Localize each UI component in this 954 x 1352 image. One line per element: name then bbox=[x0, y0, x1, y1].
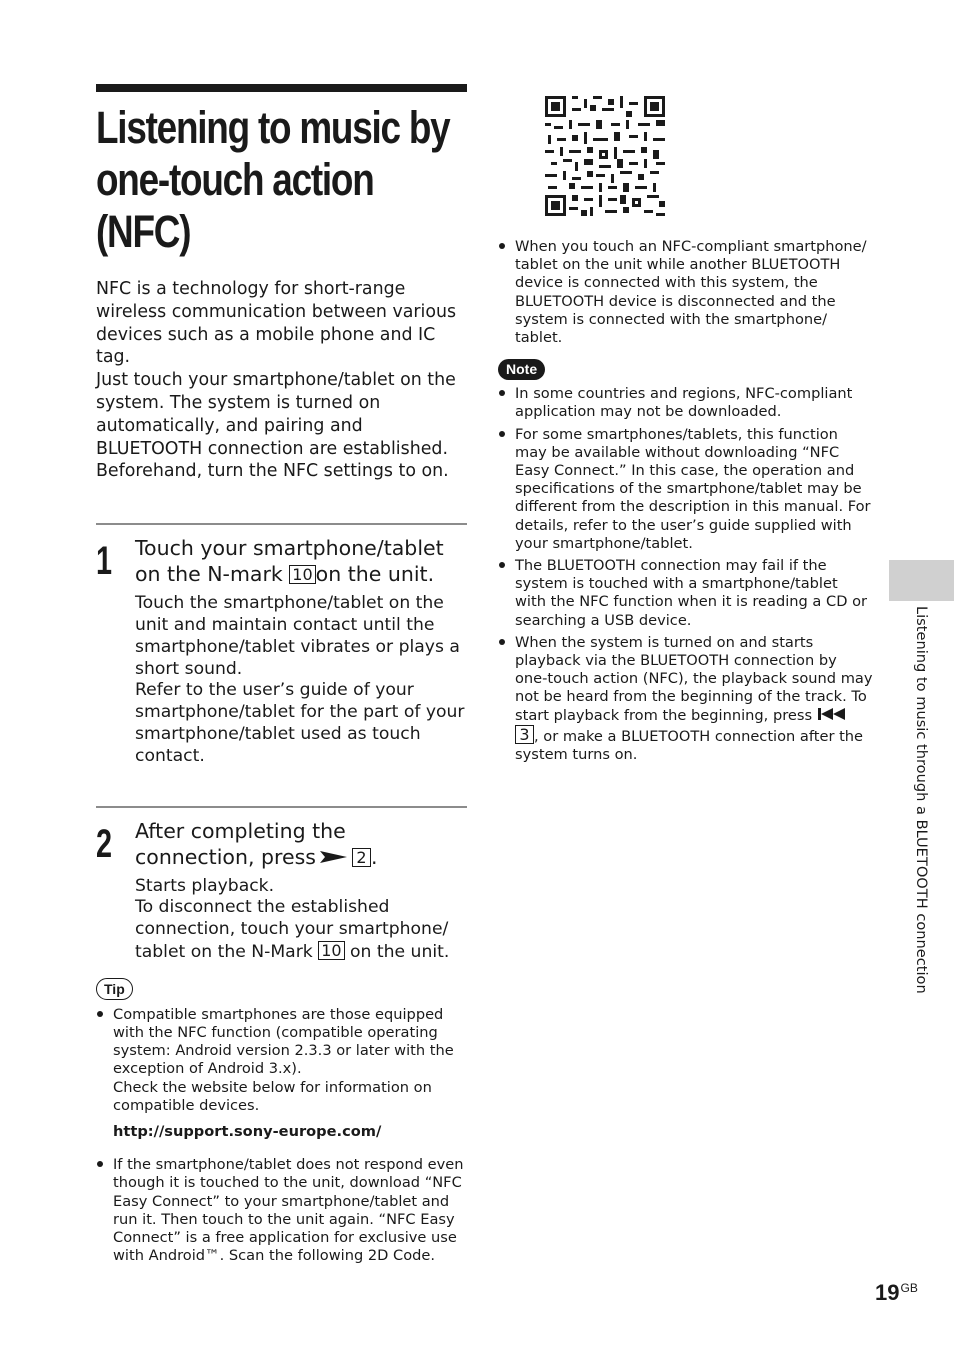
step-body-text: on the unit. bbox=[344, 941, 450, 962]
intro-paragraph: Beforehand, turn the NFC settings to on. bbox=[96, 461, 449, 482]
note-badge: Note bbox=[498, 359, 545, 380]
step-divider bbox=[96, 806, 467, 808]
note-item bbox=[498, 634, 873, 764]
list-item: When you touch an NFC-compliant smartphone/ tablet on the unit while another BLUETOOTH device is connected with this system, the BLUETOOTH device is disconnected and the system is connected with the smartphone/ tablet. bbox=[498, 238, 873, 347]
tip-item-text: Check the website below for information on compatible devices. bbox=[113, 1078, 432, 1114]
step-heading-text: After completing the connection, press bbox=[135, 818, 346, 869]
section-tab bbox=[889, 560, 954, 601]
support-url[interactable]: http://support.sony-europe.com/ bbox=[113, 1122, 382, 1140]
step-number: 2 bbox=[96, 821, 113, 866]
tip-list bbox=[96, 1006, 467, 1266]
step-heading-text: . bbox=[370, 844, 378, 869]
step-body-paragraph: Refer to the user’s guide of your smartphone/tablet for the part of your smartphone/tablet used as touch contact. bbox=[135, 680, 465, 766]
page-number-value: 19 bbox=[875, 1280, 900, 1305]
tip-item bbox=[96, 1006, 467, 1141]
page-title: Listening to music by one-touch action (NFC) bbox=[96, 102, 450, 257]
note-item-text: , or make a BLUETOOTH connection after the system turns on. bbox=[515, 727, 864, 764]
key-10: 10 bbox=[289, 565, 315, 584]
note-item: In some countries and regions, NFC-compliant application may not be downloaded. bbox=[498, 385, 873, 421]
step-body-text: To disconnect the established connection, touch your smartphone/ tablet on the N-Mark bbox=[135, 897, 449, 962]
key-3: 3 bbox=[515, 725, 534, 744]
right-column bbox=[498, 96, 873, 764]
step-body-paragraph: Touch the smartphone/tablet on the unit and maintain contact until the smartphone/tablet vibrates or plays a short sound. bbox=[135, 593, 460, 679]
step-heading bbox=[135, 535, 467, 587]
step-body-paragraph bbox=[135, 897, 467, 963]
note-item: The BLUETOOTH connection may fail if the system is touched with a smartphone/tablet with the NFC function when it is reading a CD or searching a USB device. bbox=[498, 557, 873, 630]
tip-badge: Tip bbox=[96, 978, 133, 1000]
qr-code-icon bbox=[545, 96, 665, 216]
left-column bbox=[96, 84, 467, 1265]
page-number bbox=[875, 1280, 918, 1306]
title-rule bbox=[96, 84, 467, 92]
note-item-text: When the system is turned on and starts playback via the BLUETOOTH connection by one-touch action (NFC), the playback sound may not be heard from the beginning of the track. To start playback from the beginning, press bbox=[515, 633, 873, 724]
step-body bbox=[135, 876, 467, 964]
tip-section bbox=[96, 978, 467, 1266]
key-2: 2 bbox=[352, 848, 371, 867]
play-icon bbox=[320, 844, 348, 870]
note-item: For some smartphones/tablets, this function may be available without downloading “NFC Easy Connect.” In this case, the operation and specifications of the smartphone/tablet may be different from the description in this manual. For details, refer to the user’s guide supplied with your smartphone/tablet. bbox=[498, 426, 873, 553]
step-number: 1 bbox=[96, 539, 113, 584]
step-2 bbox=[96, 818, 467, 964]
step-heading bbox=[135, 818, 467, 870]
note-list bbox=[498, 385, 873, 764]
section-label: Listening to music through a BLUETOOTH connection bbox=[913, 606, 930, 994]
previous-track-icon bbox=[818, 707, 846, 725]
note-section bbox=[498, 359, 873, 764]
tip-item: If the smartphone/tablet does not respond even though it is touched to the unit, download “NFC Easy Connect” to your smartphone/tablet and run it. Then touch to the unit again. “NFC Easy Connect” is a free application for exclusive use with Android™. Scan the following 2D Code. bbox=[96, 1156, 467, 1265]
page-region-code: GB bbox=[900, 1281, 918, 1295]
step-heading-text: on the unit. bbox=[315, 562, 435, 587]
step-heading-text: Touch your smartphone/tablet on the N-mark bbox=[135, 536, 444, 587]
step-body-paragraph: Starts playback. bbox=[135, 875, 275, 896]
intro-paragraph: Just touch your smartphone/tablet on the system. The system is turned on automatically, and pairing and BLUETOOTH connection are established. bbox=[96, 370, 456, 459]
step-body bbox=[135, 593, 467, 767]
tip-item-text: Compatible smartphones are those equipped with the NFC function (compatible operating system: Android version 2.3.3 or later with the exception of Android 3.x). bbox=[113, 1005, 454, 1078]
step-1 bbox=[96, 535, 467, 767]
key-10: 10 bbox=[318, 941, 344, 960]
intro bbox=[96, 278, 467, 483]
right-list bbox=[498, 238, 873, 347]
intro-paragraph: NFC is a technology for short-range wireless communication between various devices such as a mobile phone and IC tag. bbox=[96, 279, 457, 368]
step-divider bbox=[96, 523, 467, 525]
